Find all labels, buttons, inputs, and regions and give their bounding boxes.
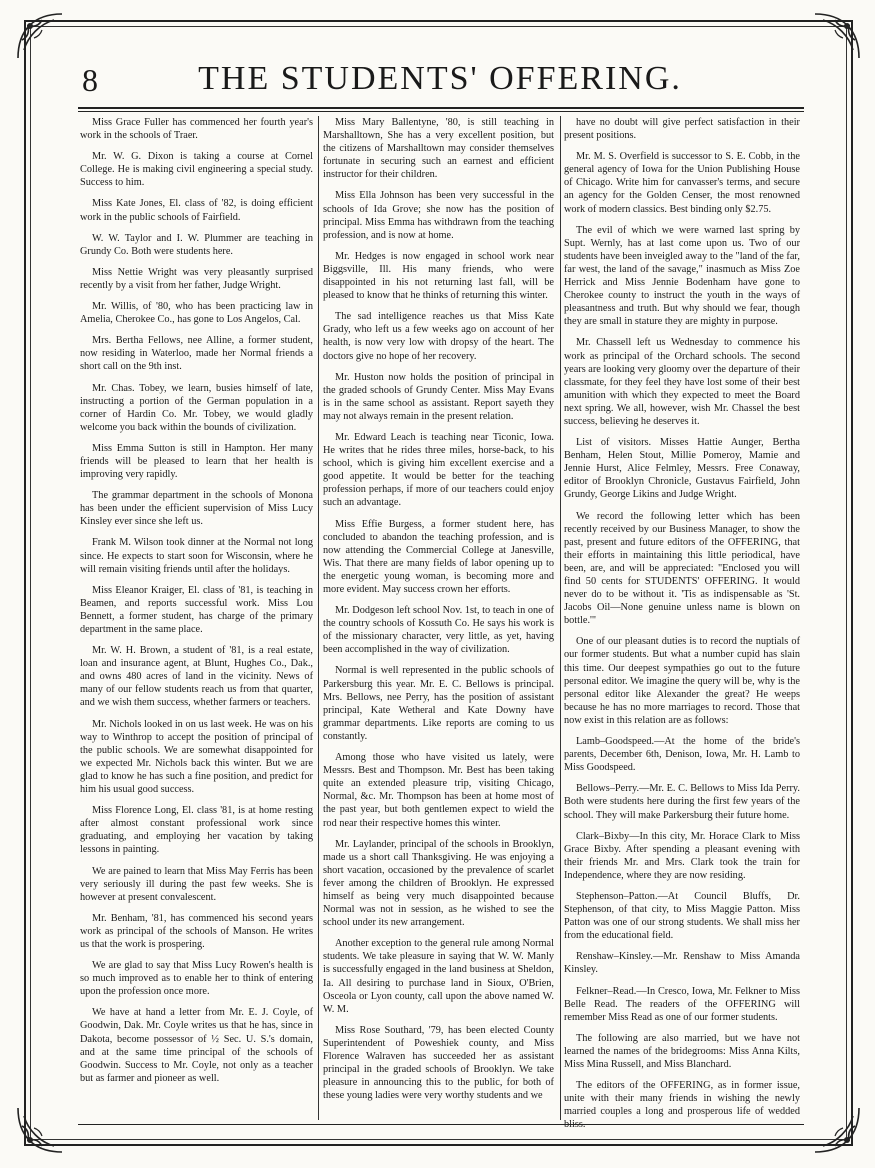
paragraph: Mr. Willis, of '80, who has been practicing law in Amelia, Cherokee Co., has gone to Los Angelos, Cal. bbox=[80, 301, 313, 326]
paragraph: Miss Kate Jones, El. class of '82, is doing efficient work in the public schools of Fairfield. bbox=[80, 198, 313, 223]
paragraph: Lamb–Goodspeed.—At the home of the bride's parents, December 6th, Denison, Iowa, Mr. H. Lamb to Miss Goodspeed. bbox=[564, 736, 800, 774]
paragraph: The evil of which we were warned last spring by Supt. Wernly, has at last come upon us. Two of our students have been inveigled away to the "land of the far, far west, the land of the savage," inasmuch as Miss Zoe Herrick and Miss Jennie Bodenham have gone to Cherokee county to instruct the youth in the ways of pleasantness and truth. But why should we fear, though they are small in stature they are mighty in purpose. bbox=[564, 224, 800, 328]
paragraph: Mr. W. G. Dixon is taking a course at Cornel College. He is making civil engineering a special study. Success to him. bbox=[80, 151, 313, 189]
page-number: 8 bbox=[82, 62, 98, 98]
paragraph: Mr. W. H. Brown, a student of '81, is a real estate, loan and insurance agent, at Blunt, Hughes Co., Dak., and owns 480 acres of land in the vicinity. News of many of our fellow students reach us from that quarter, and we wish them success, whether farmers or teachers. bbox=[80, 645, 313, 709]
paragraph: Clark–Bixby—In this city, Mr. Horace Clark to Miss Grace Bixby. After spending a pleasant evening with their friends Mr. and Mrs. Clark took the train for Independence, where they are now residing. bbox=[564, 830, 800, 881]
paragraph: Miss Emma Sutton is still in Hampton. Her many friends will be pleased to learn that her health is improving very rapidly. bbox=[80, 442, 313, 481]
paragraph: Miss Eleanor Kraiger, El. class of '81, is teaching in Beamen, and reports successful work. Miss Lou Bennett, a former student, has charge of the primary department in the same place. bbox=[80, 584, 313, 635]
paragraph: Renshaw–Kinsley.—Mr. Renshaw to Miss Amanda Kinsley. bbox=[564, 951, 800, 976]
column-1 bbox=[80, 116, 313, 1120]
paragraph: The editors of the OFFERING, as in former issue, unite with their many friends in wishing the newly married couples a long and prosperous life of wedded bbox=[564, 1080, 800, 1118]
paragraph: Bellows–Perry.—Mr. E. C. Bellows to Miss Ida Perry. Both were students here during the first few years of the school. They will make Parkersburg their future home. bbox=[564, 783, 800, 821]
corner-ornament-icon bbox=[811, 1104, 863, 1156]
page-title: THE STUDENTS' OFFERING. bbox=[198, 60, 682, 97]
paragraph: List of visitors. Misses Hattie Aunger, Bertha Benham, Helen Stout, Millie Pomeroy, Mamie and Jennie Hurst, Alice Felmley, Messrs. Free Conaway, editor of Brooklyn Chronicle, Gustavus Fairfield, John Grundy, George Likins and Judge Wright. bbox=[564, 437, 800, 501]
corner-ornament-icon bbox=[14, 10, 66, 62]
paragraph: Frank M. Wilson took dinner at the Normal not long since. He expects to start soon for Wisconsin, where he will remain visiting friends until after the holidays. bbox=[80, 537, 313, 575]
header-rule bbox=[78, 107, 804, 109]
paragraph: Normal is well represented in the public schools of Parkersburg this year. Mr. E. C. Bellows is principal. Mrs. Bellows, nee Perry, has the position of assistant principal, Kate Wetheral and Kate Downy have grammar departments. Like reports are coming to us constantly. bbox=[323, 665, 554, 742]
paragraph: Mr. Edward Leach is teaching near Ticonic, Iowa. He writes that he rides three miles, horse-back, to his school, which is giving him excellent exercise and a good appetite. It would be better for the teaching profession perhaps, if more of our teachers could enjoy such an advantage. bbox=[323, 431, 554, 509]
page-header bbox=[60, 50, 820, 104]
paragraph: Mr. Nichols looked in on us last week. He was on his way to Winthrop to accept the position of principal of the public schools. We are somewhat disappointed for we expected Mr. Nichols back this winter. But we are glad to know he has such a fine position, and predict for him his usual good success. bbox=[80, 718, 313, 796]
paragraph: Miss Rose Southard, '79, has been elected County Superintendent of Poweshiek county, and Miss Florence Walraven has succeeded her as assistant principal in the graded schools of Brooklyn. We take pleasure in announcing this to the public, for both of these young ladies were very worthy students and we bbox=[323, 1024, 554, 1102]
corner-ornament-icon bbox=[14, 1104, 66, 1156]
paragraph: Among those who have visited us lately, were Messrs. Best and Thompson. Mr. Best has been taking quite an extended pleasure trip, visiting Chicago, Normal, &c. Mr. Thompson has been at home most of the past year, but both gentlemen expect to wield the rod near their respective homes this winter. bbox=[323, 752, 554, 829]
paragraph: We are pained to learn that Miss May Ferris has been very seriously ill during the past few weeks. She is however at present convalescent. bbox=[80, 865, 313, 903]
paragraph: W. W. Taylor and I. W. Plummer are teaching in Grundy Co. Both were students here. bbox=[80, 232, 313, 257]
paragraph: have no doubt will give perfect satisfaction in their present positions. bbox=[564, 117, 800, 142]
paragraph: Mrs. Bertha Fellows, nee Alline, a former student, now residing in Waterloo, made her Normal friends a short call on the 9th inst. bbox=[80, 335, 313, 373]
paragraph: We are glad to say that Miss Lucy Rowen's health is so much improved as to enable her to think of entering upon the profession once more. bbox=[80, 960, 313, 998]
paragraph: Mr. Chassell left us Wednesday to commence his work as principal of the Orchard schools. The second years are looking very gloomy over the departure of their classmate, for they feel they have lost some of their best amunition with which they expected to meet the Board next spring. We all, however, wish Mr. Chassel the best success, believing he deserves it. bbox=[564, 337, 800, 427]
paragraph: Felkner–Read.—In Cresco, Iowa, Mr. Felkner to Miss Belle Read. The readers of the OFFERING will remember Miss Read as one of our former students. bbox=[564, 985, 800, 1023]
paragraph: Mr. Dodgeson left school Nov. 1st, to teach in one of the country schools of Kossuth Co. He says his work is of the missionary character, very little, as yet, having been accomplished in the way of civilization. bbox=[323, 605, 554, 656]
paragraph: Miss Effie Burgess, a former student here, has concluded to abandon the teaching profession, and is now attending the Commercial College at Janesville, Wis. That there are many fields of labor opening up to the energetic young woman, is becoming more and more evident. May success crown her efforts. bbox=[323, 518, 554, 595]
paragraph: The sad intelligence reaches us that Miss Kate Grady, who left us a few weeks ago on account of her health, is now very low with dropsy of the heart. The doctors give no hope of her recovery. bbox=[323, 311, 554, 362]
paragraph: One of our pleasant duties is to record the nuptials of our former students. But what a number cupid has slain this time. Our deepest sympathies go out to the future personal editor. We imagine the query will be, why is the personal editor like Alexander the great? He weeps because he has no more marriages to record. Those that now exist in this relation are as follows: bbox=[564, 636, 800, 726]
paragraph: The following are also married, but we have not learned the names of the bridegrooms: Miss Anna Kilts, Miss Mina Russell, and Miss Blanchard. bbox=[564, 1032, 800, 1070]
paragraph: We record the following letter which has been recently received by our Business Manager, to show the past, present and future editors of the OFFERING, that their efforts in maintaining this little periodical, have been, are, and will be appreciated: "Enclosed you will find 50 cents for STUDENTS' OFFERING. It would never do to be without it. 'Tis as indispensable as 'St. Jacobs Oil—None genuine unless name is blown on bottle.'" bbox=[564, 510, 800, 627]
column-divider bbox=[318, 116, 319, 1120]
paragraph: Miss Grace Fuller has commenced her fourth year's work in the schools of Traer. bbox=[80, 117, 313, 142]
paragraph: Miss Ella Johnson has been very successful in the schools of Ida Grove; she now has the position of principal. Miss Emma has withdrawn from the teaching profession, and is now at home. bbox=[323, 190, 554, 241]
paragraph: Another exception to the general rule among Normal students. We take pleasure in saying that W. W. Manly is successfully engaged in the land business at Sheldon, Ia. All desiring to purchase land in Sioux, O'Brien, Osceola or Lyon county, call upon the above named W. W. M. bbox=[323, 938, 554, 1015]
footer-rule bbox=[78, 1124, 804, 1125]
header-rule-thin bbox=[78, 111, 804, 112]
paragraph: Miss Florence Long, El. class '81, is at home resting after almost constant professional work since graduating, and employing her vacation by taking lessons in painting. bbox=[80, 805, 313, 856]
paragraph: Mr. Huston now holds the position of principal in the graded schools of Grundy Center. Miss May Evans is in the same school as assistant. Report sayeth they may not always remain in the present relation. bbox=[323, 371, 554, 422]
paragraph: Mr. Hedges is now engaged in school work near Biggsville, Ill. His many friends, who were disappointed in his not returning last fall, will be pleased to know that he thinks of returning this winter. bbox=[323, 250, 554, 302]
paragraph: We have at hand a letter from Mr. E. J. Coyle, of Goodwin, Dak. Mr. Coyle writes us that he has, since in Dakota, become possessor of ½ Sec. U. S.'s domain, and at the same time principal of the schools of Goodwin. Success to Mr. Coyle, not only as a teacher but as farmer and pioneer as well. bbox=[80, 1007, 313, 1084]
paragraph: Mr. Benham, '81, has commenced his second years work as principal of the schools of Manson. He writes us that the work is prospering. bbox=[80, 912, 313, 950]
column-2 bbox=[323, 116, 554, 1120]
paragraph: Mr. Chas. Tobey, we learn, busies himself of late, instructing a portion of the German population in a corner of Hardin Co. Mr. Tobey, we would gladly welcome you back within the bounds of civilization. bbox=[80, 382, 313, 433]
paragraph: Miss Nettie Wright was very pleasantly surprised recently by a visit from her father, Judge Wright. bbox=[80, 266, 313, 291]
paragraph: Miss Mary Ballentyne, '80, is still teaching in Marshalltown, She has a very excellent position, but the citizens of Marshalltown may consider themselves fortunate in securing such an earnest and efficient instructor for their children. bbox=[323, 117, 554, 181]
paragraph: Stephenson–Patton.—At Council Bluffs, Dr. Stephenson, of that city, to Miss Maggie Patton. Miss Patton was one of our strong students. We shall miss her from the educational field. bbox=[564, 890, 800, 942]
paragraph: Mr. Laylander, principal of the schools in Brooklyn, made us a short call Thanksgiving. He was enjoying a short vacation, occasioned by the prevalence of scarlet fever among the children of Brooklyn. He expressed himself as being very much disappointed because Normal was not in session, as he wished to see the school under its new arrangement. bbox=[323, 838, 554, 929]
column-3 bbox=[564, 116, 800, 1120]
paragraph: Mr. M. S. Overfield is successor to S. E. Cobb, in the general agency of Iowa for the Union Publishing House of Chicago. Write him for canvasser's terms, and secure an agency for the Golden Censer, the most renowned work of modern classics. Best binding only $2.75. bbox=[564, 151, 800, 215]
article-columns bbox=[80, 116, 802, 1120]
column-divider bbox=[560, 116, 561, 1120]
paragraph: The grammar department in the schools of Monona has been under the efficient supervision of Miss Lucy Kinsley ever since she left us. bbox=[80, 490, 313, 528]
